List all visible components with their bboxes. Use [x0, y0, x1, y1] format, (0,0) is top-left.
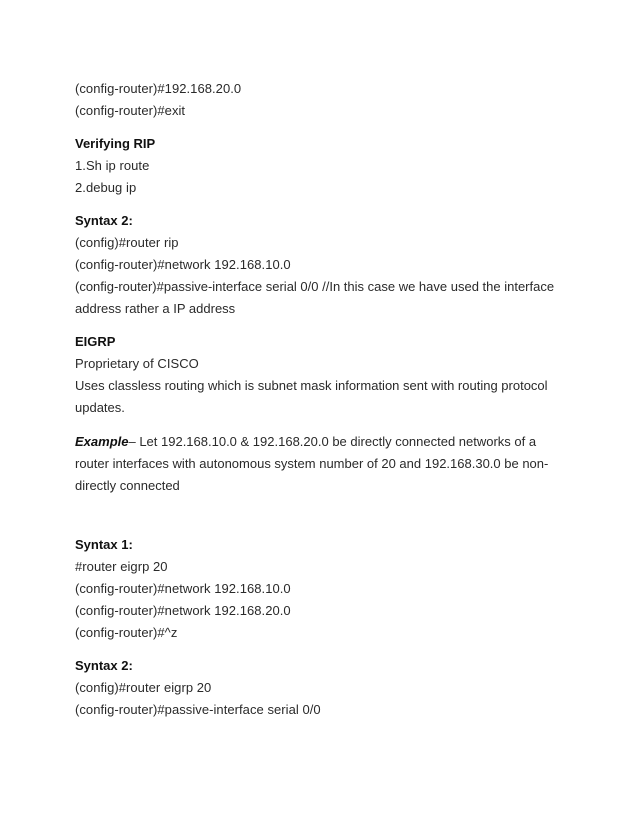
config-line: (config-router)#passive-interface serial 0/0 — [75, 702, 321, 717]
section-heading-eigrp-syntax-1: Syntax 1: — [75, 537, 133, 552]
config-line: (config)#router rip — [75, 235, 179, 250]
config-line: #router eigrp 20 — [75, 559, 168, 574]
section-heading-rip-syntax-2: Syntax 2: — [75, 213, 133, 228]
example-text: – Let 192.168.10.0 & 192.168.20.0 be directly connected networks of a router interfaces with autonomous system number of 20 and 192.168.30.0 be non-directly connected — [75, 434, 549, 493]
command-line: 2.debug ip — [75, 180, 137, 195]
example-paragraph — [75, 431, 565, 497]
config-line: (config-router)#network 192.168.20.0 — [75, 603, 291, 618]
example-label: Example — [75, 434, 129, 449]
command-line: 1.Sh ip route — [75, 158, 150, 173]
config-line: (config-router)#^z — [75, 625, 178, 640]
eigrp-description-paragraph: Uses classless routing which is subnet mask information sent with routing protocol updates. — [75, 378, 548, 415]
document-page — [75, 78, 575, 721]
config-line: (config-router)#exit — [75, 103, 186, 118]
config-line: (config-router)#192.168.20.0 — [75, 81, 242, 96]
config-line: (config-router)#network 192.168.10.0 — [75, 257, 291, 272]
config-line: (config)#router eigrp 20 — [75, 680, 212, 695]
section-heading-eigrp: EIGRP — [75, 334, 116, 349]
section-heading-verifying-rip: Verifying RIP — [75, 136, 156, 151]
eigrp-description-line: Proprietary of CISCO — [75, 356, 199, 371]
config-line: (config-router)#network 192.168.10.0 — [75, 581, 291, 596]
section-heading-eigrp-syntax-2: Syntax 2: — [75, 658, 133, 673]
config-paragraph: (config-router)#passive-interface serial 0/0 //In this case we have used the interface address rather a IP address — [75, 279, 555, 316]
